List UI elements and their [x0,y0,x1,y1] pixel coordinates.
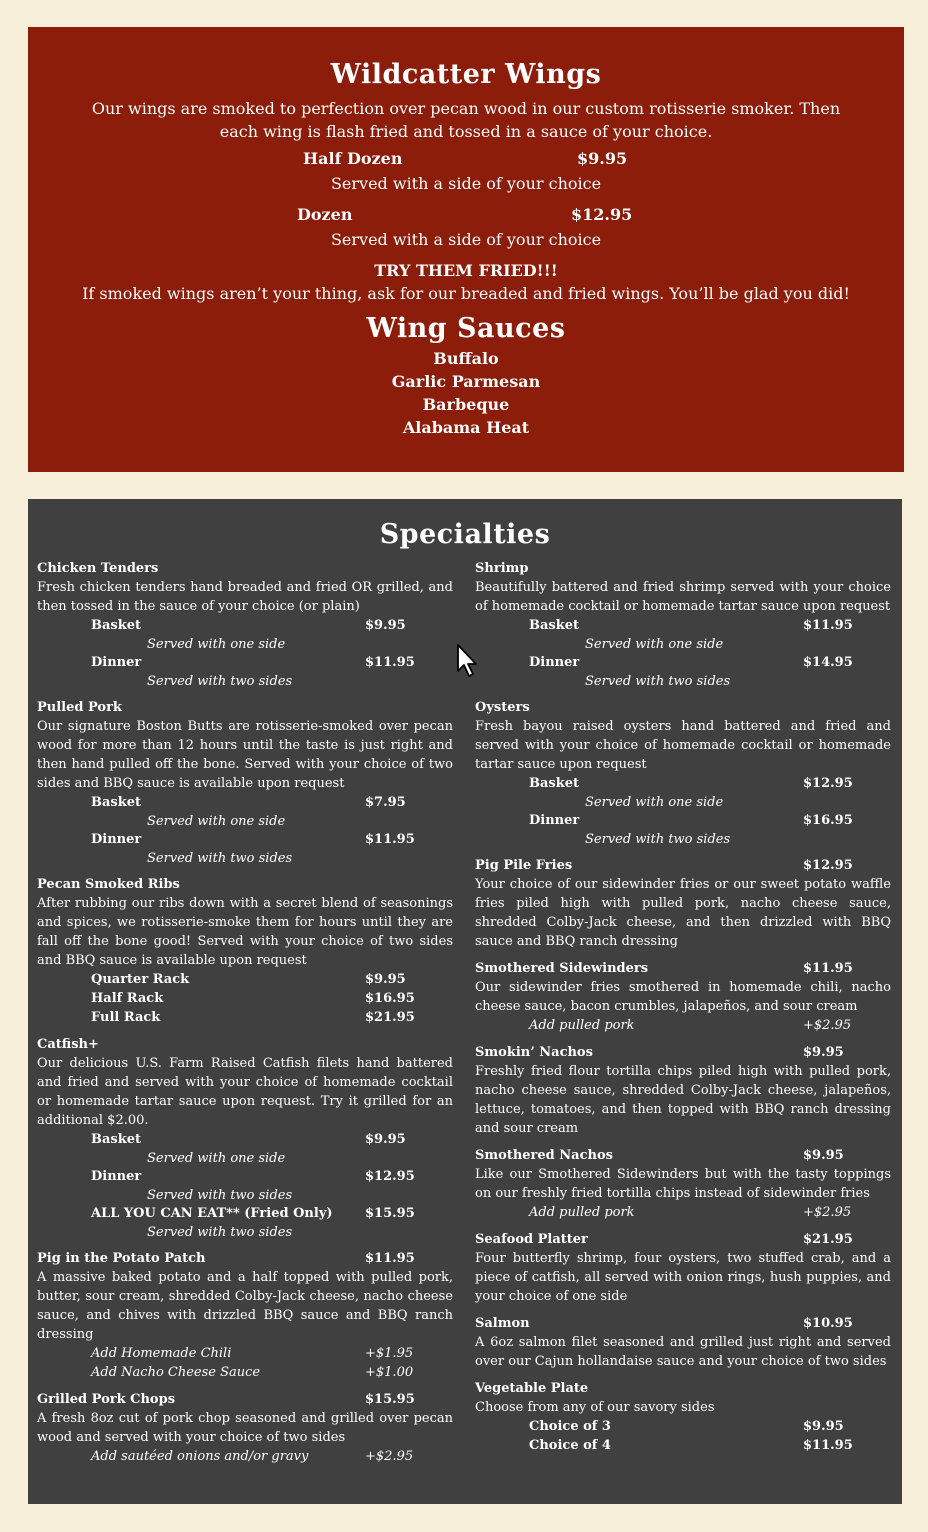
item-option [37,1167,453,1186]
item-name: Oysters [475,700,530,715]
option-price: $9.95 [365,618,406,633]
option-sides-note [475,830,891,848]
option-label: Basket [91,1132,142,1147]
item-description: Fresh chicken tenders hand breaded and fried OR grilled, and then tossed in the sauce of your choice (or plain) [37,580,453,614]
item-header [37,559,453,578]
option-sides-note [37,635,453,653]
option-sides-note [37,672,453,690]
fried-heading: TRY THEM FRIED!!! [374,261,558,280]
option-sides-note [475,793,891,811]
menu-item [37,1035,453,1241]
option-label: Quarter Rack [91,972,190,987]
wings-option-dozen [28,205,904,228]
item-header [475,856,891,875]
item-header [37,1035,453,1054]
item-price: $21.95 [803,1232,853,1247]
addon-price: +$1.95 [365,1346,414,1361]
sides-note-text: Served with one side [147,1151,286,1166]
item-description: Your choice of our sidewinder fries or our sweet potato waffle fries piled high with pulled pork, nacho cheese sauce, shredded Colby-Jack cheese, and then drizzled with BBQ sauce and BBQ ranch dressing [475,877,891,949]
menu-item [37,698,453,867]
sides-note-text: Served with two sides [147,1225,293,1240]
item-option [37,970,453,989]
option-label: Dinner [91,655,142,670]
item-option [475,1436,891,1455]
item-header [475,559,891,578]
option-label: Choice of 3 [529,1419,611,1434]
option-price: $21.95 [365,1010,415,1025]
option-label: Dinner [529,655,580,670]
item-header [475,698,891,717]
item-addon [37,1447,453,1466]
item-addon [37,1344,453,1363]
sides-note-text: Served with two sides [585,832,731,847]
addon-label: Add pulled pork [529,1018,635,1033]
sauce-item: Alabama Heat [402,418,530,437]
addon-label: Add Nacho Cheese Sauce [91,1365,261,1380]
item-price: $15.95 [365,1392,415,1407]
item-option [475,811,891,830]
option-sides-note [475,635,891,653]
wings-panel [28,27,904,472]
item-price: $11.95 [365,1251,415,1266]
item-name: Pulled Pork [37,700,122,715]
sides-note-text: Served with two sides [147,1188,293,1203]
wings-intro: Our wings are smoked to perfection over pecan wood in our custom rotisserie smoker. Then each wing is flash fried and tossed in a sauce of your choice. [91,99,841,141]
specialties-right-column [475,559,891,1463]
menu-item [475,1314,891,1371]
item-description: Fresh bayou raised oysters hand battered and fried and served with your choice of homemade cocktail or homemade tartar sauce upon request [475,719,891,772]
item-price: $9.95 [803,1045,844,1060]
option-label: Dinner [529,813,580,828]
option-price: $9.95 [365,1132,406,1147]
item-addon [37,1363,453,1382]
item-header [475,959,891,978]
menu-item [37,559,453,690]
item-option [37,1008,453,1027]
wings-option-half-dozen [28,149,904,172]
item-header [37,698,453,717]
addon-price: +$2.95 [803,1018,852,1033]
option-price: $11.95 [803,618,853,633]
item-price: $12.95 [803,858,853,873]
option-price: $9.95 [803,1419,844,1434]
wings-title: Wildcatter Wings [330,59,602,90]
item-header [475,1314,891,1333]
item-description: Four butterfly shrimp, four oysters, two stuffed crab, and a piece of catfish, all served with onion rings, hush puppies, and your choice of one side [475,1251,891,1304]
option-note: Served with a side of your choice [330,174,602,193]
option-label: Dinner [91,1169,142,1184]
specialties-left-column [37,559,453,1474]
item-header [475,1230,891,1249]
item-description: Our signature Boston Butts are rotisserie-smoked over pecan wood for more than 12 hours until the taste is just right and then hand pulled off the bone. Served with your choice of two sides and BBQ sauce is available upon request [37,719,453,791]
item-option [475,774,891,793]
item-name: Smokin’ Nachos [475,1045,593,1060]
sides-note-text: Served with two sides [147,674,293,689]
item-option [475,1417,891,1436]
item-header [37,1390,453,1409]
item-option [37,1204,453,1223]
menu-item [475,559,891,690]
addon-price: +$2.95 [365,1449,414,1464]
option-label: Choice of 4 [529,1438,611,1453]
option-price: $9.95 [365,972,406,987]
option-label: Full Rack [91,1010,161,1025]
item-description: A 6oz salmon filet seasoned and grilled just right and served over our Cajun hollandaise sauce and your choice of two sides [475,1335,891,1369]
sides-note-text: Served with one side [147,637,286,652]
addon-price: +$2.95 [803,1205,852,1220]
fried-text: If smoked wings aren’t your thing, ask for our breaded and fried wings. You’ll be glad you did! [82,284,850,303]
option-label: Basket [91,618,142,633]
item-option [37,793,453,812]
item-header [37,1249,453,1268]
option-sides-note [37,812,453,830]
option-sides-note [475,672,891,690]
item-price: $11.95 [803,961,853,976]
menu-item [475,1230,891,1306]
option-label: Basket [91,795,142,810]
item-name: Pecan Smoked Ribs [37,877,180,892]
option-label: Dozen [297,205,353,224]
item-description: A fresh 8oz cut of pork chop seasoned and grilled over pecan wood and served with your choice of two sides [37,1411,453,1445]
option-price: $14.95 [803,655,853,670]
sauce-item: Buffalo [433,349,499,368]
item-name: Smothered Nachos [475,1148,613,1163]
item-option [475,616,891,635]
option-price: $11.95 [365,655,415,670]
item-option [37,616,453,635]
item-addon [475,1016,891,1035]
sides-note-text: Served with two sides [585,674,731,689]
option-sides-note [37,849,453,867]
item-description: Beautifully battered and fried shrimp served with your choice of homemade cocktail or homemade tartar sauce upon request [475,580,891,614]
option-price: $9.95 [577,149,628,168]
item-name: Seafood Platter [475,1232,588,1247]
sauce-item: Garlic Parmesan [391,372,541,391]
item-name: Vegetable Plate [475,1381,589,1396]
sides-note-text: Served with two sides [147,851,293,866]
option-sides-note [37,1149,453,1167]
option-price: $12.95 [571,205,633,224]
option-price: $12.95 [365,1169,415,1184]
option-label: Basket [529,618,580,633]
option-price: $16.95 [365,991,415,1006]
option-note: Served with a side of your choice [330,230,602,249]
item-header [475,1379,891,1398]
mouse-cursor-icon [456,643,480,679]
option-price: $15.95 [365,1206,415,1221]
option-sides-note [37,1223,453,1241]
menu-item [475,959,891,1035]
menu-item [37,1390,453,1466]
item-name: Grilled Pork Chops [37,1392,176,1407]
item-name: Smothered Sidewinders [475,961,649,976]
item-description: Our sidewinder fries smothered in homemade chili, nacho cheese sauce, bacon crumbles, jalapeños, and sour cream [475,980,891,1014]
item-description: Choose from any of our savory sides [475,1400,715,1415]
menu-item [475,1146,891,1222]
addon-label: Add pulled pork [529,1205,635,1220]
item-name: Chicken Tenders [37,561,159,576]
menu-item [37,1249,453,1382]
item-option [37,989,453,1008]
option-label: Half Rack [91,991,164,1006]
item-option [37,830,453,849]
option-price: $12.95 [803,776,853,791]
menu-item [475,1043,891,1138]
item-description: Freshly fried flour tortilla chips piled high with pulled pork, nacho cheese sauce, shredded Colby-Jack cheese, jalapeños, lettuce, tomatoes, and then topped with BBQ ranch dressing and sour cream [475,1064,891,1136]
item-header [475,1043,891,1062]
item-price: $9.95 [803,1148,844,1163]
option-price: $11.95 [365,832,415,847]
addon-label: Add sautéed onions and/or gravy [91,1449,309,1464]
sauce-item: Barbeque [422,395,510,414]
item-option [475,653,891,672]
item-name: Pig in the Potato Patch [37,1251,206,1266]
item-name: Pig Pile Fries [475,858,573,873]
sides-note-text: Served with one side [585,637,724,652]
option-price: $16.95 [803,813,853,828]
option-label: Basket [529,776,580,791]
sides-note-text: Served with one side [585,795,724,810]
option-price: $11.95 [803,1438,853,1453]
addon-price: +$1.00 [365,1365,414,1380]
item-name: Catfish+ [37,1037,99,1052]
option-sides-note [37,1186,453,1204]
sauces-title: Wing Sauces [366,313,566,344]
item-description: A massive baked potato and a half topped with pulled pork, butter, sour cream, shredded Colby-Jack cheese, nacho cheese sauce, and chives with drizzled BBQ sauce and BBQ ranch dressing [37,1270,453,1342]
menu-item [37,875,453,1027]
addon-label: Add Homemade Chili [91,1346,232,1361]
sides-note-text: Served with one side [147,814,286,829]
option-label: ALL YOU CAN EAT** (Fried Only) [91,1206,333,1221]
item-price: $10.95 [803,1316,853,1331]
menu-item [475,856,891,951]
item-description: Like our Smothered Sidewinders but with the tasty toppings on our freshly fried tortilla chips instead of sidewinder fries [475,1167,891,1201]
item-name: Shrimp [475,561,529,576]
item-header [475,1146,891,1165]
item-header [37,875,453,894]
item-addon [475,1203,891,1222]
item-option [37,653,453,672]
menu-item [475,1379,891,1455]
option-label: Dinner [91,832,142,847]
item-description: After rubbing our ribs down with a secret blend of seasonings and spices, we rotisserie-smoke them for hours until they are fall off the bone good! Served with your choice of two sides and BBQ sauce is available upon request [37,896,453,968]
item-description: Our delicious U.S. Farm Raised Catfish filets hand battered and fried and served with your choice of homemade cocktail or homemade tartar sauce upon request. Try it grilled for an additional $2.00. [37,1056,453,1128]
specialties-title: Specialties [379,519,551,550]
item-option [37,1130,453,1149]
item-name: Salmon [475,1316,530,1331]
option-price: $7.95 [365,795,406,810]
menu-item [475,698,891,848]
option-label: Half Dozen [303,149,403,168]
